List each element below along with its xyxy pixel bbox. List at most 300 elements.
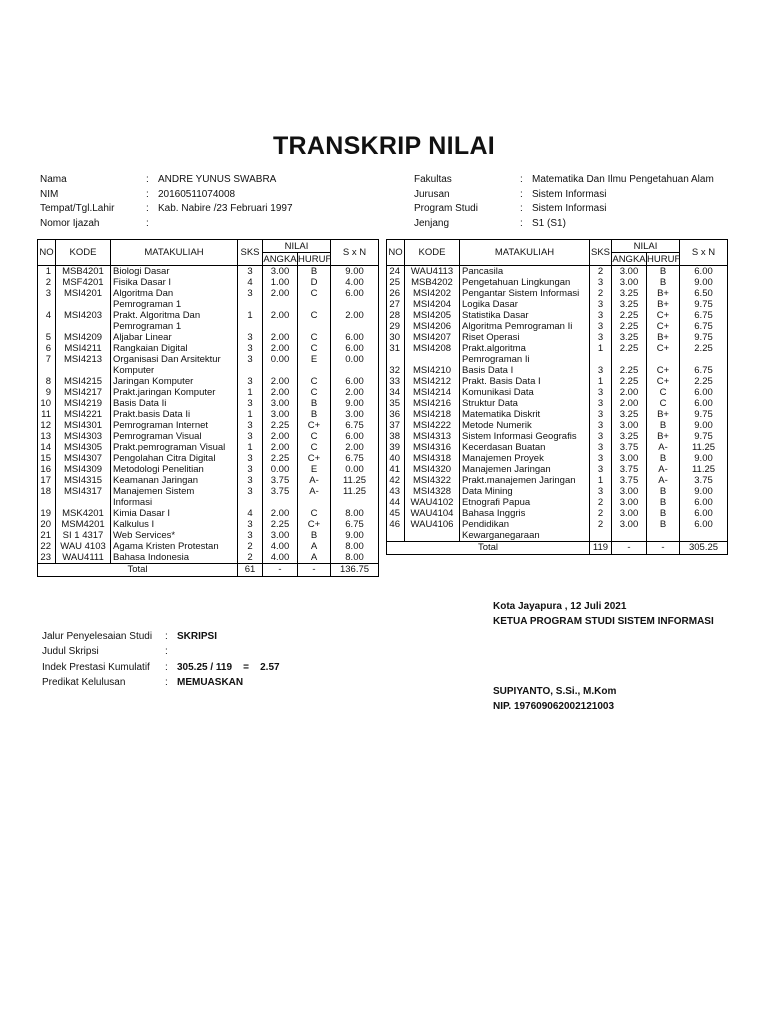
summary-row: Predikat Kelulusan : MEMUASKAN	[42, 675, 280, 690]
cell-sks: 2	[590, 497, 612, 508]
student-birth-label: Tempat/Tgl.Lahir	[40, 203, 115, 214]
cell-matakuliah: Keamanan Jaringan	[111, 475, 238, 486]
cell-sxn: 6.00	[680, 387, 728, 398]
header-angka: ANGKA	[263, 253, 297, 265]
cell-matakuliah: Algoritma Dan Pemrograman 1	[111, 288, 238, 310]
header-sxn: S x N	[331, 240, 379, 266]
summary-row: Judul Skripsi :	[42, 644, 280, 659]
cell-matakuliah: Web Services*	[111, 530, 238, 541]
cell-angka: 3.00	[263, 266, 298, 278]
cell-angka: 4.00	[263, 541, 298, 552]
cell-matakuliah: Fisika Dasar I	[111, 277, 238, 288]
table-row	[38, 277, 379, 288]
cell-huruf: B	[298, 409, 331, 420]
cell-angka: 2.00	[263, 288, 298, 310]
cell-matakuliah: Basis Data I	[460, 365, 590, 376]
cell-huruf: C+	[298, 453, 331, 464]
cell-sks: 3	[590, 398, 612, 409]
department-value: Sistem Informasi	[532, 188, 607, 200]
cell-matakuliah: Manajemen Sistem Informasi	[111, 486, 238, 508]
cell-kode: MSI4320	[405, 464, 460, 475]
cell-no: 2	[38, 277, 56, 288]
cell-sxn: 9.00	[680, 453, 728, 464]
header-huruf: HURUF	[647, 253, 681, 265]
cell-sxn: 2.00	[331, 442, 379, 453]
cell-sxn: 8.00	[331, 508, 379, 519]
department-label: Jurusan	[414, 188, 450, 200]
cell-angka: 3.00	[612, 519, 647, 542]
cell-matakuliah: Etnografi Papua	[460, 497, 590, 508]
cell-kode: MSI4303	[56, 431, 111, 442]
table-row	[387, 409, 728, 420]
cell-matakuliah: Prakt.pemrograman Visual	[111, 442, 238, 453]
header-sxn: S x N	[680, 240, 728, 266]
summary-label: Jalur Penyelesaian Studi	[42, 631, 153, 642]
cell-sks: 3	[590, 332, 612, 343]
cell-no: 25	[387, 277, 405, 288]
cell-kode: MSI4212	[405, 376, 460, 387]
student-birth-row: Tempat/Tgl.Lahir : Kab. Nabire /23 Februari 1997	[40, 202, 293, 217]
table-row	[387, 398, 728, 409]
cell-sks: 3	[590, 321, 612, 332]
table-row	[38, 464, 379, 475]
cell-matakuliah: Prakt.jaringan Komputer	[111, 387, 238, 398]
header-no: NO	[38, 240, 56, 266]
cell-angka: 3.75	[263, 475, 298, 486]
cell-no: 6	[38, 343, 56, 354]
cell-kode: MSI4213	[56, 354, 111, 376]
cell-sks: 2	[590, 288, 612, 299]
cell-huruf: A	[298, 541, 331, 552]
cell-huruf: A-	[298, 475, 331, 486]
student-name-row: Nama : ANDRE YUNUS SWABRA	[40, 173, 293, 188]
cell-angka: 3.00	[612, 508, 647, 519]
cell-huruf: C	[298, 442, 331, 453]
table-row	[38, 541, 379, 552]
cell-matakuliah: Pendidikan Kewarganegaraan	[460, 519, 590, 542]
total-sks: 61	[238, 564, 263, 577]
cell-sxn: 6.00	[331, 332, 379, 343]
cell-angka: 2.25	[612, 365, 647, 376]
study-summary	[42, 629, 280, 690]
cell-huruf: C+	[298, 519, 331, 530]
cell-huruf: B	[647, 519, 680, 542]
cell-huruf: C+	[647, 310, 680, 321]
cell-angka: 3.75	[612, 464, 647, 475]
cell-matakuliah: Metodologi Penelitian	[111, 464, 238, 475]
cell-angka: 4.00	[263, 552, 298, 564]
cell-no: 14	[38, 442, 56, 453]
cell-sks: 3	[590, 464, 612, 475]
table-row	[387, 420, 728, 431]
cell-huruf: B	[647, 277, 680, 288]
cell-sks: 3	[590, 365, 612, 376]
cell-angka: 2.25	[612, 343, 647, 365]
cell-sxn: 9.00	[331, 266, 379, 278]
table-row	[38, 310, 379, 332]
study-program-row: Program Studi : Sistem Informasi	[414, 202, 714, 217]
table-row	[387, 497, 728, 508]
header-matakuliah: MATAKULIAH	[460, 240, 590, 266]
cell-huruf: B	[647, 453, 680, 464]
cell-no: 44	[387, 497, 405, 508]
cell-angka: 3.25	[612, 288, 647, 299]
cell-angka: 3.00	[612, 420, 647, 431]
cell-sks: 1	[238, 442, 263, 453]
cell-kode: MSI4215	[56, 376, 111, 387]
header-kode: KODE	[56, 240, 111, 266]
table-row	[387, 442, 728, 453]
cell-angka: 3.25	[612, 299, 647, 310]
cell-angka: 3.25	[612, 409, 647, 420]
cell-sks: 3	[590, 387, 612, 398]
summary-value: 305.25 / 119 = 2.57	[177, 661, 280, 673]
cell-matakuliah: Pengetahuan Lingkungan	[460, 277, 590, 288]
cell-sks: 3	[590, 420, 612, 431]
table-row	[387, 288, 728, 299]
cell-kode: MSI4211	[56, 343, 111, 354]
cell-sks: 3	[238, 288, 263, 310]
cell-kode: MSI4221	[56, 409, 111, 420]
cell-matakuliah: Pemrograman Visual	[111, 431, 238, 442]
header-nilai: NILAI	[263, 240, 331, 253]
table-row	[387, 508, 728, 519]
table-row	[387, 431, 728, 442]
table-row	[38, 409, 379, 420]
cell-no: 43	[387, 486, 405, 497]
cell-angka: 2.00	[263, 343, 298, 354]
summary-value: SKRIPSI	[177, 631, 218, 642]
total-row-right	[387, 542, 728, 555]
cell-matakuliah: Kimia Dasar I	[111, 508, 238, 519]
cell-sks: 3	[590, 409, 612, 420]
cell-huruf: C	[647, 387, 680, 398]
cell-kode: MSI4317	[56, 486, 111, 508]
cell-no: 37	[387, 420, 405, 431]
cell-huruf: E	[298, 464, 331, 475]
cell-huruf: C	[298, 343, 331, 354]
cell-matakuliah: Komunikasi Data	[460, 387, 590, 398]
cell-matakuliah: Riset Operasi	[460, 332, 590, 343]
cell-sks: 3	[238, 398, 263, 409]
cell-kode: MSM4201	[56, 519, 111, 530]
cell-sxn: 9.75	[680, 332, 728, 343]
summary-value: MEMUASKAN	[177, 676, 244, 688]
header-no: NO	[387, 240, 405, 266]
cell-angka: 2.00	[612, 398, 647, 409]
cell-huruf: B	[647, 497, 680, 508]
cell-no: 40	[387, 453, 405, 464]
summary-label: Judul Skripsi	[42, 646, 99, 658]
total-label: Total	[38, 564, 238, 577]
cell-angka: 1.00	[263, 277, 298, 288]
cell-huruf: B	[647, 266, 680, 278]
cell-angka: 2.00	[612, 387, 647, 398]
cell-no: 15	[38, 453, 56, 464]
total-sks: 119	[590, 542, 612, 555]
cell-huruf: A	[298, 552, 331, 564]
cell-no: 23	[38, 552, 56, 564]
cell-sxn: 8.00	[331, 552, 379, 564]
cell-sxn: 6.00	[680, 519, 728, 542]
table-row	[387, 519, 728, 542]
cell-angka: 3.25	[612, 431, 647, 442]
cell-angka: 0.00	[263, 464, 298, 475]
cell-sks: 3	[238, 519, 263, 530]
header-huruf: HURUF	[298, 253, 332, 265]
sign-position: KETUA PROGRAM STUDI SISTEM INFORMASI	[493, 616, 714, 627]
cell-angka: 3.00	[612, 277, 647, 288]
cell-sxn: 4.00	[331, 277, 379, 288]
cell-angka: 2.00	[263, 508, 298, 519]
total-huruf: -	[298, 564, 331, 577]
cell-huruf: C+	[298, 420, 331, 431]
cell-matakuliah: Basis Data Ii	[111, 398, 238, 409]
cell-no: 12	[38, 420, 56, 431]
cell-sxn: 6.75	[331, 453, 379, 464]
cell-matakuliah: Prakt.manajemen Jaringan	[460, 475, 590, 486]
cell-sxn: 9.00	[680, 486, 728, 497]
table-row	[387, 266, 728, 278]
cell-sks: 3	[238, 431, 263, 442]
table-row	[38, 453, 379, 464]
table-row	[38, 288, 379, 310]
cell-sxn: 9.00	[331, 398, 379, 409]
table-row	[38, 343, 379, 354]
student-name-value: ANDRE YUNUS SWABRA	[158, 174, 277, 185]
cell-sks: 3	[238, 420, 263, 431]
cell-angka: 3.75	[263, 486, 298, 508]
cell-kode: MSI4210	[405, 365, 460, 376]
cell-sxn: 9.75	[680, 431, 728, 442]
cell-kode: MSI4207	[405, 332, 460, 343]
cell-sxn: 11.25	[331, 486, 379, 508]
summary-row: Indek Prestasi Kumulatif : 305.25 / 119 = 2.57	[42, 660, 280, 675]
cell-kode: MSB4202	[405, 277, 460, 288]
cell-kode: MSI4217	[56, 387, 111, 398]
cell-sxn: 6.75	[680, 321, 728, 332]
cell-angka: 3.00	[263, 398, 298, 409]
cell-sks: 3	[238, 530, 263, 541]
cell-kode: MSI4313	[405, 431, 460, 442]
table-row	[387, 332, 728, 343]
study-program-value: Sistem Informasi	[532, 203, 607, 214]
cell-matakuliah: Prakt. Algoritma Dan Pemrograman 1	[111, 310, 238, 332]
cell-sks: 3	[590, 299, 612, 310]
cell-huruf: B+	[647, 431, 680, 442]
cell-sxn: 6.00	[680, 497, 728, 508]
cell-kode: MSI4201	[56, 288, 111, 310]
cell-sxn: 2.25	[680, 376, 728, 387]
cell-no: 1	[38, 266, 56, 278]
cell-no: 36	[387, 409, 405, 420]
cell-huruf: A-	[298, 486, 331, 508]
cell-angka: 2.00	[263, 442, 298, 453]
cell-sks: 2	[590, 508, 612, 519]
department-row: Jurusan : Sistem Informasi	[414, 188, 714, 203]
table-row	[38, 530, 379, 541]
header-kode: KODE	[405, 240, 460, 266]
cell-sxn: 6.75	[680, 365, 728, 376]
cell-huruf: B+	[647, 409, 680, 420]
student-ijazah-label: Nomor Ijazah	[40, 217, 100, 229]
faculty-label: Fakultas	[414, 174, 452, 185]
cell-sks: 3	[238, 475, 263, 486]
cell-kode: MSI4214	[405, 387, 460, 398]
table-row	[387, 343, 728, 365]
cell-no: 41	[387, 464, 405, 475]
grades-right-body	[387, 266, 728, 542]
cell-sks: 3	[590, 442, 612, 453]
cell-no: 4	[38, 310, 56, 332]
cell-sks: 3	[238, 464, 263, 475]
cell-sxn: 6.00	[331, 343, 379, 354]
cell-kode: SI 1 4317	[56, 530, 111, 541]
cell-kode: WAU4106	[405, 519, 460, 542]
cell-huruf: C	[298, 332, 331, 343]
cell-angka: 3.25	[612, 332, 647, 343]
cell-kode: WAU4113	[405, 266, 460, 278]
faculty-row: Fakultas : Matematika Dan Ilmu Pengetahuan Alam	[414, 173, 714, 188]
cell-sks: 1	[590, 343, 612, 365]
cell-no: 21	[38, 530, 56, 541]
cell-angka: 2.25	[263, 519, 298, 530]
cell-angka: 2.25	[612, 310, 647, 321]
header-angka: ANGKA	[612, 253, 646, 265]
cell-sks: 3	[238, 332, 263, 343]
cell-huruf: C	[298, 376, 331, 387]
cell-sxn: 11.25	[331, 475, 379, 486]
cell-sxn: 3.75	[680, 475, 728, 486]
cell-angka: 3.00	[612, 486, 647, 497]
cell-sks: 2	[590, 266, 612, 278]
level-row: Jenjang : S1 (S1)	[414, 217, 714, 232]
student-nim-value: 20160511074008	[158, 188, 236, 200]
cell-kode: MSI4322	[405, 475, 460, 486]
table-row	[38, 387, 379, 398]
cell-no: 10	[38, 398, 56, 409]
cell-sks: 3	[238, 354, 263, 376]
total-sxn: 305.25	[680, 542, 728, 555]
cell-sxn: 6.50	[680, 288, 728, 299]
table-row	[38, 486, 379, 508]
cell-no: 39	[387, 442, 405, 453]
cell-sxn: 3.00	[331, 409, 379, 420]
cell-angka: 3.75	[612, 442, 647, 453]
level-value: S1 (S1)	[532, 217, 566, 229]
cell-no: 16	[38, 464, 56, 475]
cell-matakuliah: Algoritma Pemrograman Ii	[460, 321, 590, 332]
cell-angka: 0.00	[263, 354, 298, 376]
cell-kode: MSI4315	[56, 475, 111, 486]
grades-left-body	[38, 266, 379, 564]
cell-no: 8	[38, 376, 56, 387]
cell-kode: MSI4209	[56, 332, 111, 343]
cell-huruf: C+	[647, 343, 680, 365]
cell-sxn: 6.00	[680, 508, 728, 519]
cell-sxn: 0.00	[331, 354, 379, 376]
summary-label: Predikat Kelulusan	[42, 676, 126, 688]
summary-row: Jalur Penyelesaian Studi : SKRIPSI	[42, 629, 280, 644]
cell-huruf: C	[647, 398, 680, 409]
cell-huruf: C	[298, 310, 331, 332]
summary-label: Indek Prestasi Kumulatif	[42, 661, 150, 673]
student-info	[40, 173, 293, 231]
cell-sks: 3	[590, 310, 612, 321]
cell-no: 7	[38, 354, 56, 376]
cell-angka: 3.75	[612, 475, 647, 486]
cell-sks: 3	[238, 376, 263, 387]
cell-kode: MSI4205	[405, 310, 460, 321]
cell-sxn: 11.25	[680, 464, 728, 475]
table-row	[38, 354, 379, 376]
cell-no: 30	[387, 332, 405, 343]
cell-matakuliah: Rangkaian Digital	[111, 343, 238, 354]
cell-sks: 3	[590, 486, 612, 497]
cell-angka: 3.00	[612, 497, 647, 508]
table-row	[38, 332, 379, 343]
cell-huruf: A-	[647, 464, 680, 475]
cell-sxn: 0.00	[331, 464, 379, 475]
cell-sks: 1	[238, 310, 263, 332]
sign-nip: NIP. 197609062002121003	[493, 701, 615, 712]
cell-angka: 2.25	[263, 453, 298, 464]
cell-sxn: 8.00	[331, 541, 379, 552]
cell-sks: 4	[238, 277, 263, 288]
cell-huruf: E	[298, 354, 331, 376]
cell-kode: WAU4102	[405, 497, 460, 508]
cell-kode: MSI4218	[405, 409, 460, 420]
header-sks: SKS	[590, 240, 612, 266]
total-huruf: -	[647, 542, 680, 555]
cell-kode: MSI4318	[405, 453, 460, 464]
cell-no: 42	[387, 475, 405, 486]
cell-sxn: 2.00	[331, 310, 379, 332]
cell-sxn: 6.00	[331, 431, 379, 442]
cell-matakuliah: Logika Dasar	[460, 299, 590, 310]
table-row	[387, 376, 728, 387]
faculty-info	[414, 173, 714, 231]
cell-sxn: 6.75	[680, 310, 728, 321]
cell-sks: 1	[590, 475, 612, 486]
table-row	[38, 266, 379, 278]
total-sxn: 136.75	[331, 564, 379, 577]
cell-kode: MSI4208	[405, 343, 460, 365]
cell-angka: 3.00	[612, 266, 647, 278]
cell-huruf: B	[647, 420, 680, 431]
table-row	[387, 310, 728, 321]
cell-kode: MSI4307	[56, 453, 111, 464]
cell-matakuliah: Pengantar Sistem Informasi	[460, 288, 590, 299]
cell-huruf: B	[298, 266, 331, 278]
cell-sks: 1	[238, 409, 263, 420]
student-nim-label: NIM	[40, 188, 59, 200]
cell-huruf: C+	[647, 365, 680, 376]
total-angka: -	[263, 564, 298, 577]
cell-matakuliah: Pemrograman Internet	[111, 420, 238, 431]
cell-sks: 1	[590, 376, 612, 387]
cell-no: 9	[38, 387, 56, 398]
cell-kode: MSI4204	[405, 299, 460, 310]
cell-huruf: B+	[647, 299, 680, 310]
table-row	[38, 552, 379, 564]
cell-huruf: B+	[647, 288, 680, 299]
cell-no: 13	[38, 431, 56, 442]
total-angka: -	[612, 542, 647, 555]
cell-kode: MSI4222	[405, 420, 460, 431]
cell-matakuliah: Sistem Informasi Geografis	[460, 431, 590, 442]
cell-sxn: 9.75	[680, 409, 728, 420]
